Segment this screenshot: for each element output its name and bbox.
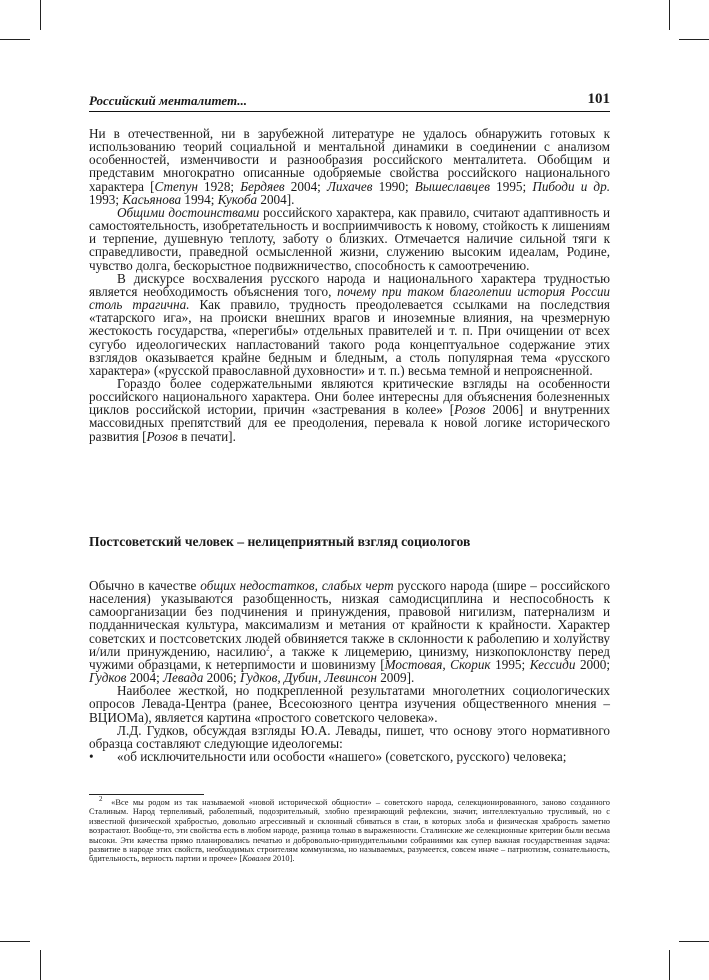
paragraph: Общими достоинствами российского характера, как правило, считают адаптивность и самостоятельность, изобретательность и восприимчивость к новому, стойкость к лишениям и терпение, душевную теплоту, заботу о близких. Отмечается наличие сильной тяги к справедливости, праведной осмысленной жизни, служению высоким идеалам, Родине, чувство долга, бескорыстное подвижничество, способность к самоотречению. [89, 204, 611, 273]
running-title: Российский менталитет... [89, 93, 248, 108]
crop-mark-right-bottom [679, 941, 709, 942]
crop-mark-top-right [669, 0, 670, 30]
crop-mark-left-bottom [0, 941, 30, 942]
footnote-number: 2 [99, 795, 103, 804]
page-number: 101 [587, 91, 610, 107]
bullet-icon: • [89, 749, 94, 765]
footnote-rule [89, 794, 204, 795]
crop-mark-bottom-right [669, 950, 670, 980]
header-rule [89, 111, 610, 112]
section-1-text [89, 127, 610, 443]
section-heading: Постсоветский человек – нелицеприятный взгляд социологов [89, 534, 471, 549]
crop-mark-bottom-left [40, 950, 41, 980]
paragraph: В дискурсе восхваления русского народа и национального характера трудностью является необходимость объяснения того, почему при таком благолепии история России столь трагична. Как правило, трудность преодолевается ссылками на последствия «татарского ига», на происки внешних врагов и иноземные влияния, на чрезмерную жестокость государства, «перегибы» отдельных правителей и т. п. При очищении от всех сугубо идеологических напластований такого рода концептуальное содержание этих взглядов оказывается крайне бедным и бледным, а столь популярная тема «русского характера» («русской православной духовности» и т. п.) весьма темной и непроясненной. [89, 270, 611, 378]
crop-mark-right-top [679, 39, 709, 40]
paragraph: Наиболее жесткой, но подкрепленной результатами многолетних социологических опросов Левада-Центра (ранее, Всесоюзного центра изучения общественного мнения – ВЦИОМа), является картина «простого советского человека». [89, 683, 610, 725]
paragraph: Обычно в качестве общих недостатков, слабых черт русского народа (шире – российского населения) указываются разобщенность, низкая самодисциплина и неспособность к самоорганизации без подчинения и принуждения, правовой нигилизм, патернализм и подданническая культура, максимализм и метания от крайности к крайности. Характер советских и постсоветских людей обвиняется также в склонности к раболепию и холуйству и/или принуждению, насилию$^2$, а также к лицемерию, цинизму, низкопоклонству перед чужими образцами, к нетерпимости и шовинизму [Мостовая, Скорик 1995; Кессиди 2000; Гудков 2004; Левада 2006; Гудков, Дубин, Левинсон 2009]. [89, 578, 611, 686]
list-item: • «об исключительности или особости «нашего» (советского, русского) человека; [89, 749, 567, 765]
footnote-ref[interactable]: 2 [266, 644, 270, 653]
paragraph: Гораздо более содержательными являются критические взгляды на особенности российского национального характера. Они более интересны для объяснения болезненных циклов российской истории, причин «застревания в колее» [Розов 2006] и внутренних массовидных препятствий для ее преодоления, перевала к новой логике исторического развития [Розов в печати]. [89, 375, 610, 444]
paragraph: Ни в отечественной, ни в зарубежной литературе не удалось обнаружить готовых к использованию теорий социальной и ментальной динамики в соединении с анализом особенностей, изменчивости и разнообразия российского менталитета. Обобщим и представим многократно описанные одобряемые свойства российского национального характера [Степун 1928; Бердяев 2004; Лихачев 1990; Вышеславцев 1995; Пибоди и др. 1993; Касьянова 1994; Кукоба 2004]. [89, 126, 610, 207]
paragraph: Л.Д. Гудков, обсуждая взгляды Ю.А. Левады, пишет, что основу этого нормативного образца составляют следующие идеологемы: [89, 722, 610, 751]
section-2-text [89, 579, 610, 763]
footnote: $^2$ «Все мы родом из так называемой «новой исторической общности» – советского народа, селекционированного, заново созданного Сталиным. Народ терпеливый, раболепный, подозрительный, злобно презирающий рефлексии, значит, интеллектуально трусливый, но с известной физической храбростью, довольно агрессивный и склонный сбиваться в стаи, в которых злоба и физическая храбрость заметно возрастают. Вообще-то, эти свойства есть в любом народе, разница только в выраженности. Сталинские же селекционные критерии были весьма высоки. Эти качества прямо планировались печатью и добровольно-принудительными собраниями как супер важная государственная задача: развитие в народе этих свойств, необходимых строителям коммунизма, но называемых, разумеется, совсем иначе – патриотизм, сознательность, бдительность, верность партии и прочее» [Ковалев 2010]. [89, 795, 610, 864]
running-header [89, 87, 610, 115]
crop-mark-left-top [0, 39, 30, 40]
crop-mark-top-left [40, 0, 41, 30]
